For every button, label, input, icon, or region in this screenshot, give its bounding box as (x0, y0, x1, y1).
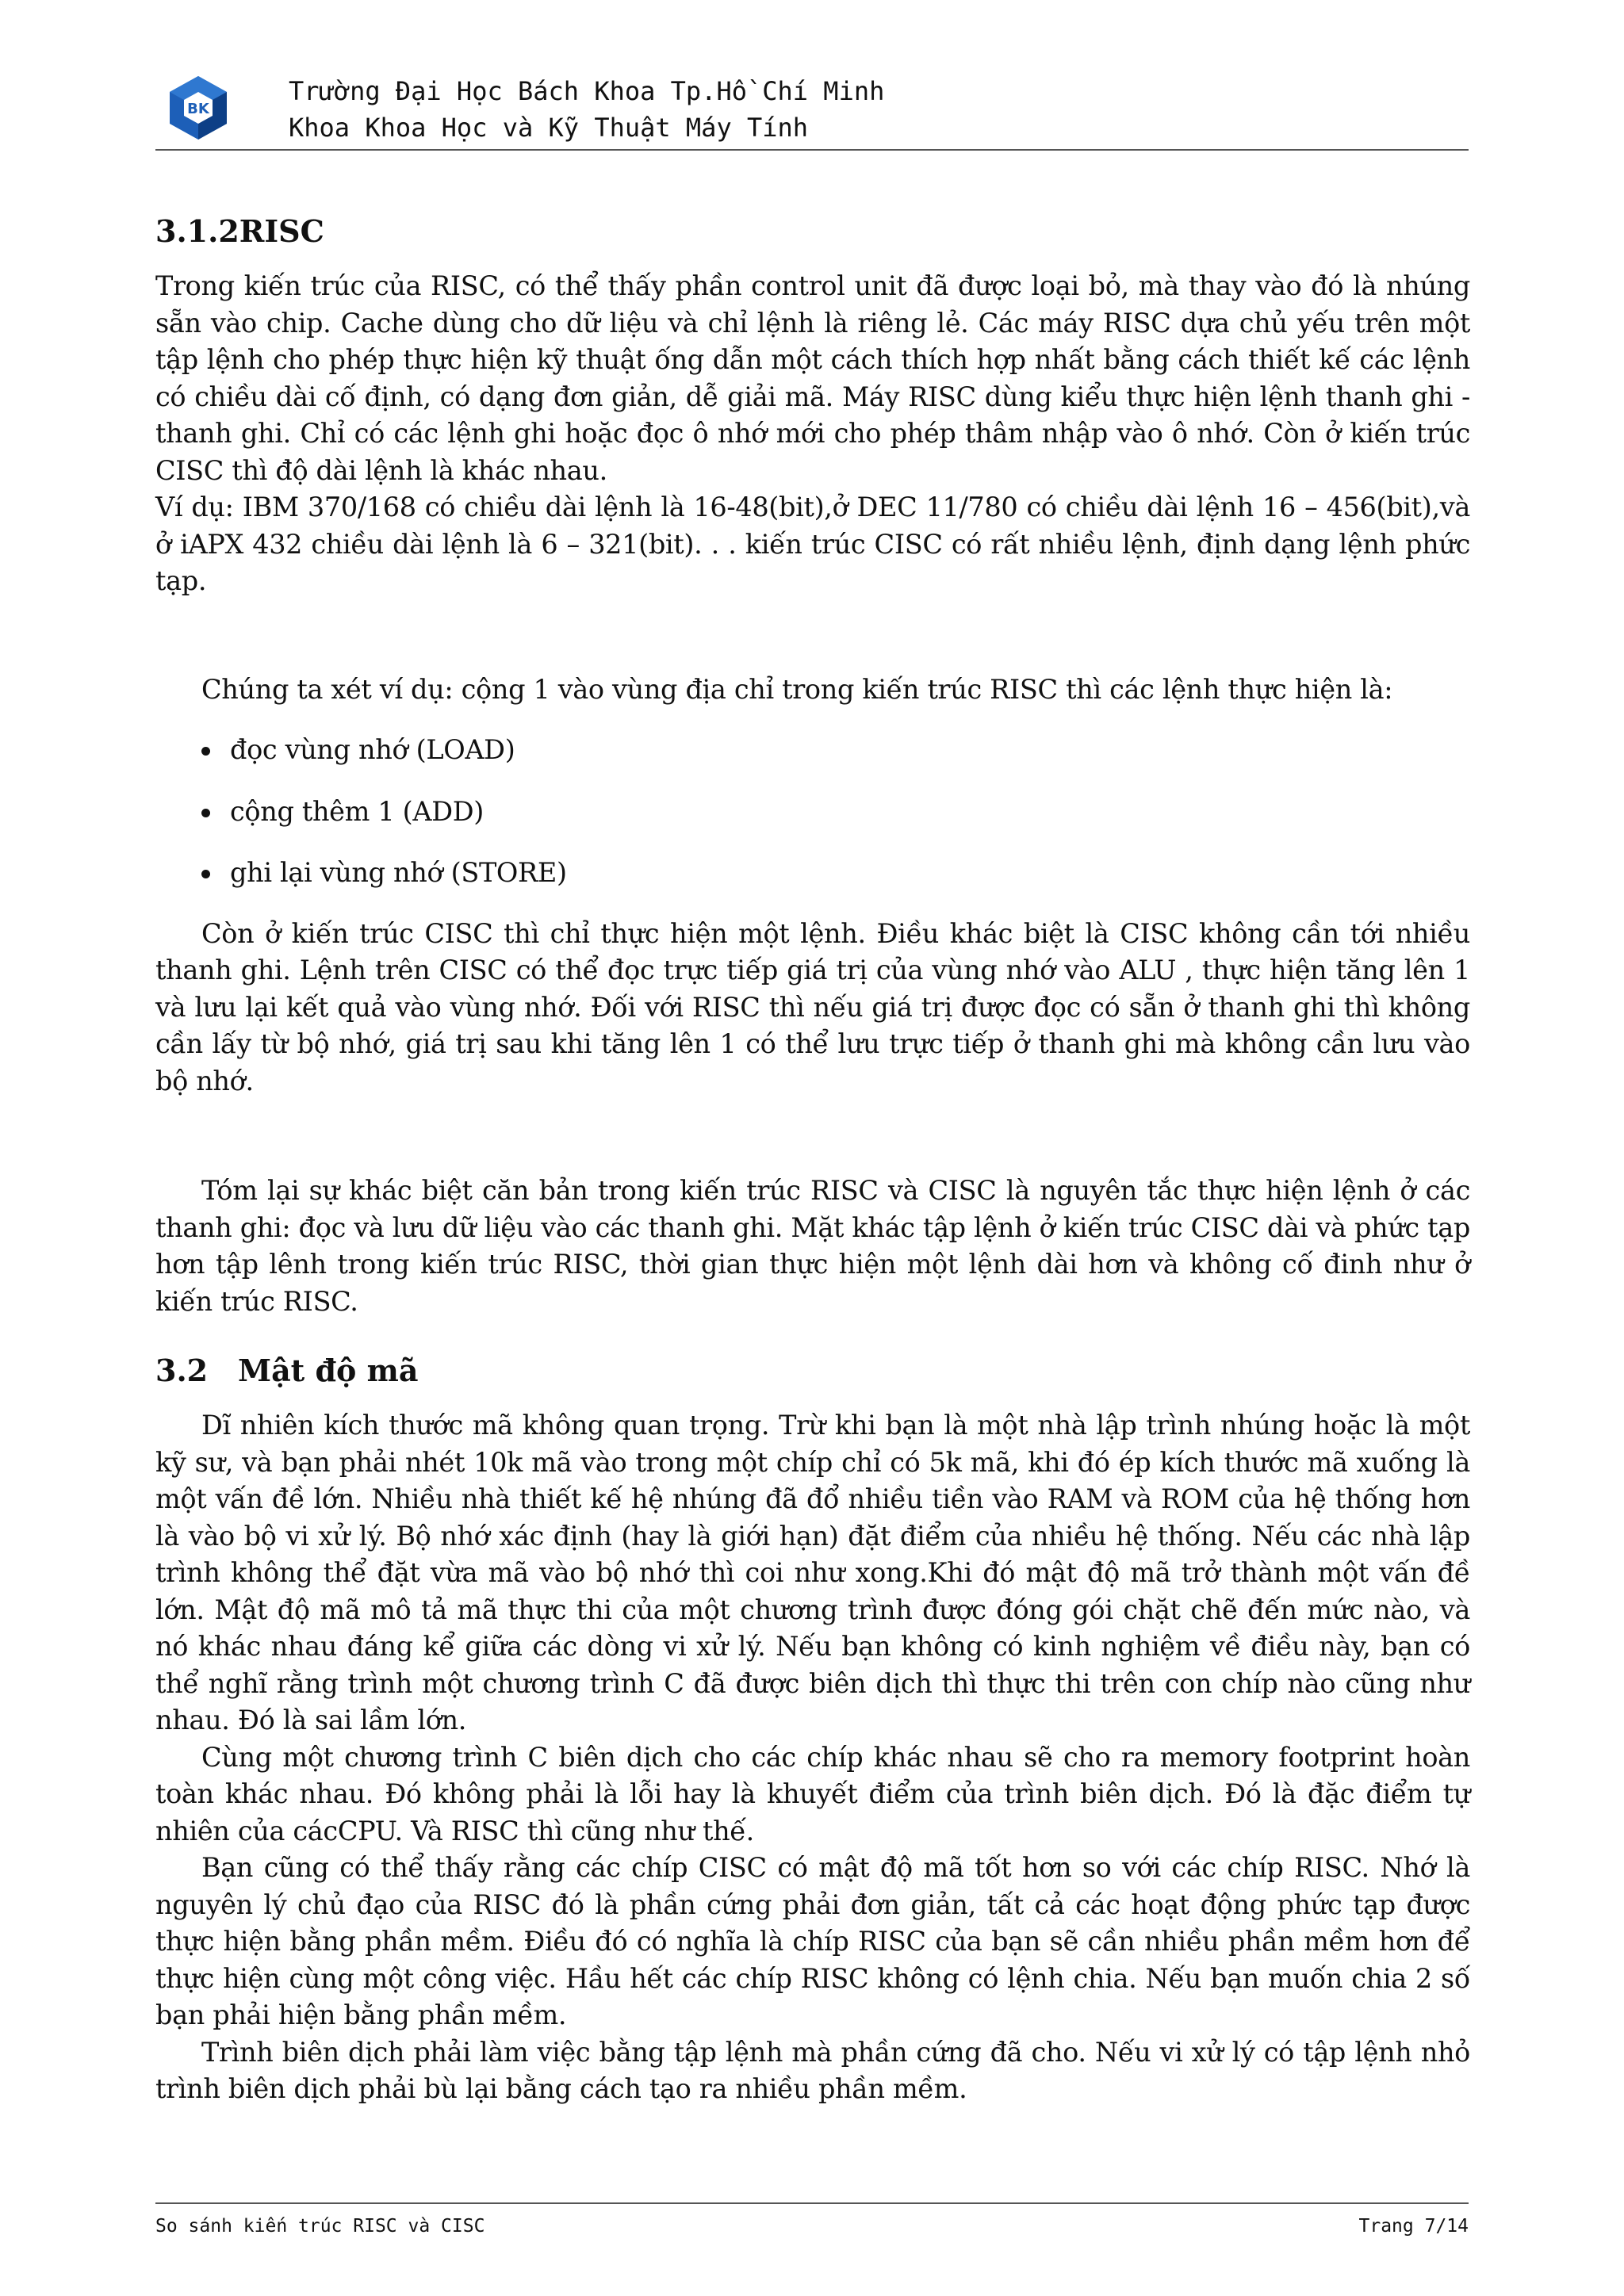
bullet-list (155, 732, 1470, 892)
page-footer (155, 2202, 1469, 2239)
bullet-icon (201, 809, 210, 817)
paragraph: Trình biên dịch phải làm việc bằng tập lệnh mà phần cứng đã cho. Nếu vi xử lý có tập lệnh nhỏ trình biên dịch phải bù lại bằng cách tạo ra nhiều phần mềm. (155, 2036, 1470, 2104)
paragraph: Tóm lại sự khác biệt căn bản trong kiến trúc RISC và CISC là nguyên tắc thực hiện lệnh ở các thanh ghi: đọc và lưu dữ liệu vào các thanh ghi. Mặt khác tập lệnh ở kiến trúc CISC dài và phức tạp hơn tập lênh trong kiến trúc RISC, thời gian thực hiện một lệnh dài hơn và không cố đinh như ở kiến trúc RISC. (155, 1175, 1470, 1317)
paragraph: Chúng ta xét ví dụ: cộng 1 vào vùng địa chỉ trong kiến trúc RISC thì các lệnh thực hiện là: (201, 673, 1393, 705)
section-title: RISC (239, 213, 324, 249)
section-number: 3.1.2 (155, 213, 239, 249)
list-item: ghi lại vùng nhớ (STORE) (201, 855, 1470, 892)
paragraph: Ví dụ: IBM 370/168 có chiều dài lệnh là 16-48(bit),ở DEC 11/780 có chiều dài lệnh 16 – 456(bit),và ở iAPX 432 chiều dài lệnh là 6 – 321(bit). . . kiến trúc CISC có rất nhiều lệnh, định dạng lệnh phức tạp. (155, 492, 1470, 596)
list-item: đọc vùng nhớ (LOAD) (201, 732, 1470, 769)
section-heading-risc (155, 212, 1470, 251)
section-number: 3.2 (155, 1353, 209, 1388)
bullet-icon (201, 747, 210, 756)
footer-title: So sánh kiến trúc RISC và CISC (155, 2216, 485, 2237)
bullet-icon (201, 870, 210, 878)
paragraph: Còn ở kiến trúc CISC thì chỉ thực hiện một lệnh. Điều khác biệt là CISC không cần tới nhiều thanh ghi. Lệnh trên CISC có thể đọc trực tiếp giá trị của vùng nhớ vào ALU , thực hiện tăng lên 1 và lưu lại kết quả vào vùng nhớ. Đối với RISC thì nếu giá trị được đọc có sẵn ở thanh ghi thì không cần lấy từ bộ nhớ, giá trị sau khi tăng lên 1 có thể lưu trực tiếp ở thanh ghi mà không cần lưu vào bộ nhớ. (155, 917, 1470, 1096)
university-name: Trường Đại Học Bách Khoa Tp.Hồ Chí Minh (289, 76, 885, 106)
page-content (155, 212, 1470, 2108)
university-logo (165, 75, 232, 141)
paragraph: Trong kiến trúc của RISC, có thể thấy phần control unit đã được loại bỏ, mà thay vào đó là nhúng sẵn vào chip. Cache dùng cho dữ liệu và chỉ lệnh là riêng lẻ. Các máy RISC dựa chủ yếu trên một tập lệnh cho phép thực hiện kỹ thuật ống dẫn một cách thích hợp nhất bằng cách thiết kế các lệnh có chiều dài cố định, có dạng đơn giản, dễ giải mã. Máy RISC dùng kiểu thực hiện lệnh thanh ghi - thanh ghi. Chỉ có các lệnh ghi hoặc đọc ô nhớ mới cho phép thâm nhập vào ô nhớ. Còn ở kiến trúc CISC thì độ dài lệnh là khác nhau. (155, 270, 1470, 486)
page-header (155, 70, 1469, 151)
list-item: cộng thêm 1 (ADD) (201, 794, 1470, 831)
section-title: Mật độ mã (238, 1353, 419, 1388)
svg-text:BK: BK (187, 101, 209, 117)
paragraph: Cùng một chương trình C biên dịch cho các chíp khác nhau sẽ cho ra memory footprint hoàn toàn khác nhau. Đó không phải là lỗi hay là khuyết điểm của trình biên dịch. Đó là đặc điểm tự nhiên của cácCPU. Và RISC thì cũng như thế. (155, 1741, 1470, 1846)
paragraph: Dĩ nhiên kích thước mã không quan trọng. Trừ khi bạn là một nhà lập trình nhúng hoặc là một kỹ sư, và bạn phải nhét 10k mã vào trong một chíp chỉ có 5k mã, khi đó ép kích thước mã xuống là một vấn đề lớn. Nhiều nhà thiết kế hệ nhúng đã đổ nhiều tiền vào RAM và ROM của hệ thống hơn là vào bộ vi xử lý. Bộ nhớ xác định (hay là giới hạn) đặt điểm của nhiều hệ thống. Nếu các nhà lập trình không thể đặt vừa mã vào bộ nhớ thì coi như xong.Khi đó mật độ mã trở thành một vấn đề lớn. Mật độ mã mô tả mã thực thi của một chương trình được đóng gói chặt chẽ đến mức nào, và nó khác nhau đáng kể giữa các dòng vi xử lý. Nếu bạn không có kinh nghiệm về điều này, bạn có thể nghĩ rằng trình một chương trình C đã được biên dịch thì thực thi trên con chíp nào cũng như nhau. Đó là sai lầm lớn. (155, 1410, 1470, 1735)
section-heading-density (155, 1352, 1470, 1390)
faculty-name: Khoa Khoa Học và Kỹ Thuật Máy Tính (289, 113, 809, 143)
paragraph: Bạn cũng có thể thấy rằng các chíp CISC có mật độ mã tốt hơn so với các chíp RISC. Nhớ là nguyên lý chủ đạo của RISC đó là phần cứng phải đơn giản, tất cả các hoạt động phức tạp được thực hiện bằng phần mềm. Điều đó có nghĩa là chíp RISC của bạn sẽ cần nhiều phần mềm hơn để thực hiện cùng một công việc. Hầu hết các chíp RISC không có lệnh chia. Nếu bạn muốn chia 2 số bạn phải hiện bằng phần mềm. (155, 1852, 1470, 2030)
page-number: Trang 7/14 (1358, 2216, 1469, 2237)
